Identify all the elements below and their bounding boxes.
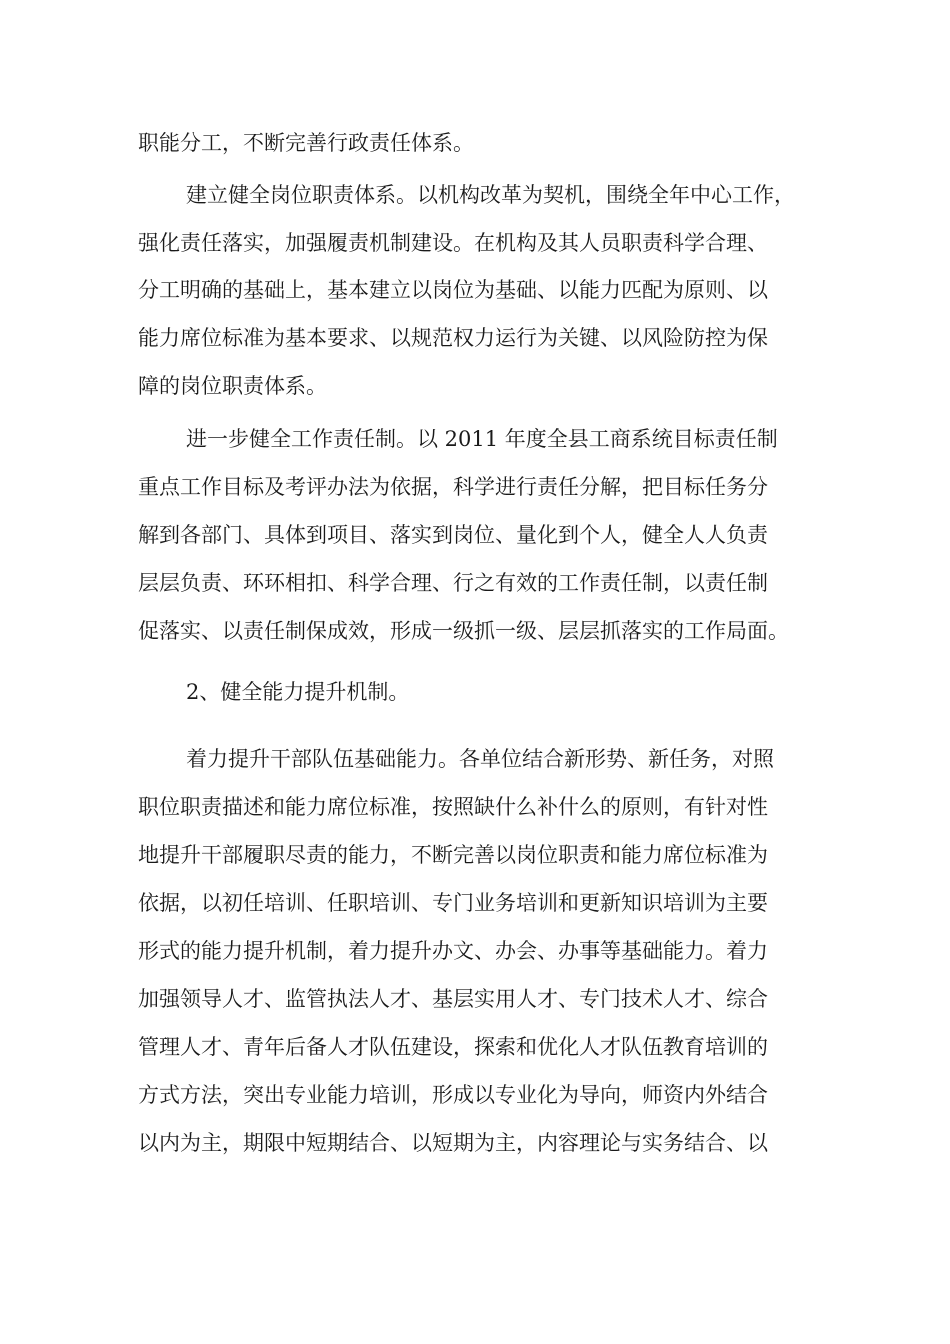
text-line: 重点工作目标及考评办法为依据，科学进行责任分解，把目标任务分 (138, 475, 768, 499)
text-line: 强化责任落实，加强履责机制建设。在机构及其人员职责科学合理、 (138, 231, 768, 255)
section-heading: 2、健全能力提升机制。 (186, 680, 410, 704)
text-line: 地提升干部履职尽责的能力，不断完善以岗位职责和能力席位标准为 (138, 843, 768, 867)
text-line: 层层负责、环环相扣、科学合理、行之有效的工作责任制，以责任制 (138, 571, 768, 595)
text-line: 障的岗位职责体系。 (138, 374, 327, 398)
text-line: 促落实、以责任制保成效，形成一级抓一级、层层抓落实的工作局面。 (138, 619, 789, 643)
text-line: 依据，以初任培训、任职培训、专门业务培训和更新知识培训为主要 (138, 891, 768, 915)
text-line: 形式的能力提升机制，着力提升办文、办会、办事等基础能力。着力 (138, 939, 768, 963)
text-line: 加强领导人才、监管执法人才、基层实用人才、专门技术人才、综合 (138, 987, 768, 1011)
text-line: 方式方法，突出专业能力培训，形成以专业化为导向，师资内外结合 (138, 1083, 768, 1107)
text-line: 职能分工，不断完善行政责任体系。 (138, 131, 474, 155)
text-line: 管理人才、青年后备人才队伍建设，探索和优化人才队伍教育培训的 (138, 1035, 768, 1059)
text-line: 解到各部门、具体到项目、落实到岗位、量化到个人，健全人人负责 (138, 523, 768, 547)
text-line: 进一步健全工作责任制。以 2011 年度全县工商系统目标责任制 (186, 427, 778, 451)
text-line: 着力提升干部队伍基础能力。各单位结合新形势、新任务，对照 (186, 747, 774, 771)
text-line: 以内为主，期限中短期结合、以短期为主，内容理论与实务结合、以 (138, 1131, 768, 1155)
text-line: 职位职责描述和能力席位标准，按照缺什么补什么的原则，有针对性 (138, 795, 768, 819)
text-line: 能力席位标准为基本要求、以规范权力运行为关键、以风险防控为保 (138, 326, 768, 350)
text-line: 建立健全岗位职责体系。以机构改革为契机，围绕全年中心工作， (186, 183, 795, 207)
text-line: 分工明确的基础上，基本建立以岗位为基础、以能力匹配为原则、以 (138, 278, 768, 302)
